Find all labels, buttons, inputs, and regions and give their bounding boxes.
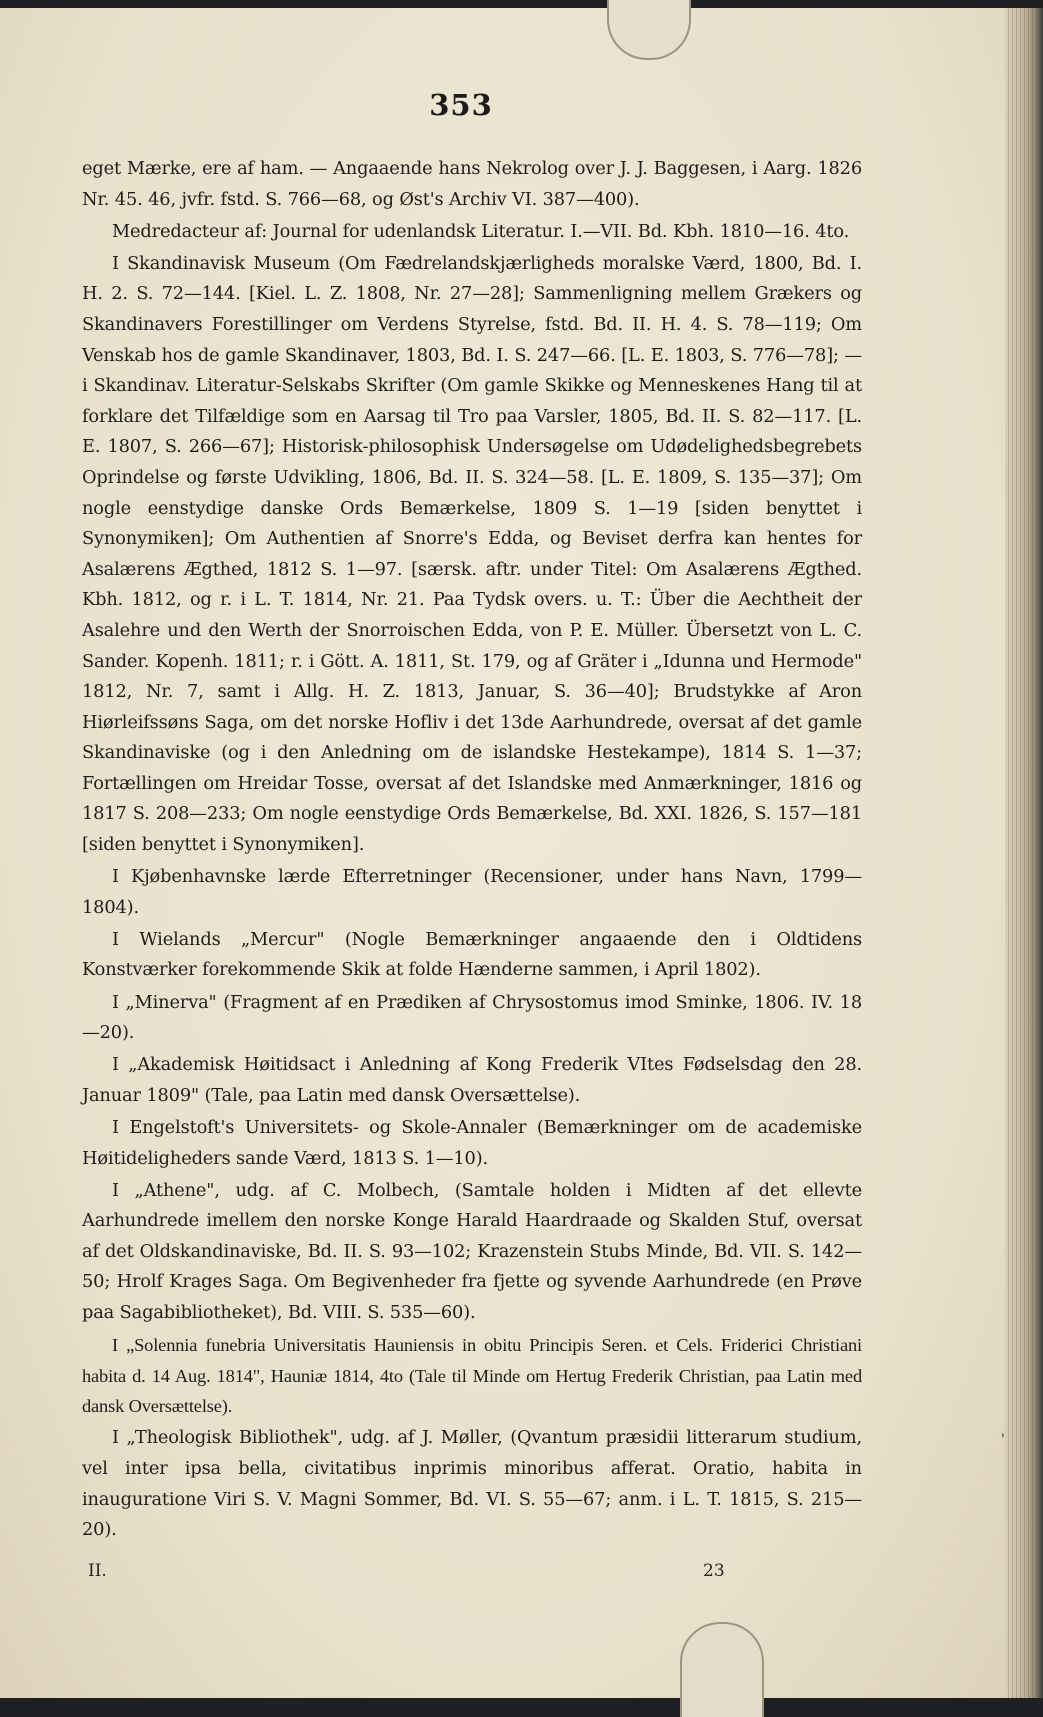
body-text [82, 154, 862, 1547]
paragraph: I Skandinavisk Museum (Om Fædrelandskjærligheds moralske Værd, 1800, Bd. I. H. 2. S. 72—144. [Kiel. L. Z. 1808, Nr. 27—28]; Sammenligning mellem Grækers og Skandinavers Forestillinger om Verdens Styrelse, fstd. Bd. II. H. 4. S. 78—119; Om Venskab hos de gamle Skandinaver, 1803, Bd. I. S. 247—66. [L. E. 1803, S. 776—78]; — i Skandinav. Literatur-Selskabs Skrifter (Om gamle Skikke og Menneskenes Hang til at forklare det Tilfældige som en Aarsag til Tro paa Varsler, 1805, Bd. II. S. 82—117. [L. E. 1807, S. 266—67]; Historisk-philosophisk Undersøgelse om Udødelighedsbegrebets Oprindelse og første Udvikling, 1806, Bd. II. S. 324—58. [L. E. 1809, S. 135—37]; Om nogle eenstydige danske Ords Bemærkelse, 1809 S. 1—19 [siden benyttet i Synonymiken]; Om Authentien af Snorre's Edda, og Beviset derfra kan hentes for Asalærens Ægthed, 1812 S. 1—97. [særsk. aftr. under Titel: Om Asalærens Ægthed. Kbh. 1812, og r. i L. T. 1814, Nr. 21. Paa Tydsk overs. u. T.: Über die Aechtheit der Asalehre und den Werth der Snorroischen Edda, von P. E. Müller. Übersetzt von L. C. Sander. Kopenh. 1811; r. i Gött. A. 1811, St. 179, og af Gräter i „Idunna und Hermode" 1812, Nr. 7, samt i Allg. H. Z. 1813, Januar, S. 36—40]; Brudstykke af Aron Hiørleifssøns Saga, om det norske Hofliv i det 13de Aarhundrede, oversat af det gamle Skandinaviske (og i den Anledning om de islandske Hestekampe), 1814 S. 1—37; Fortællingen om Hreidar Tosse, oversat af det Islandske med Anmærkninger, 1816 og 1817 S. 208—233; Om nogle eenstydige Ords Bemærkelse, Bd. XXI. 1826, S. 157—181 [siden benyttet i Synonymiken]. [82, 252, 862, 856]
paragraph: I „Akademisk Høitidsact i Anledning af Kong Frederik VItes Fødselsdag den 28. Januar 1809" (Tale, paa Latin med dansk Oversættelse). [82, 1054, 862, 1106]
signature-right: 23 [703, 1561, 725, 1581]
paragraph: I „Solennia funebria Universitatis Hauniensis in obitu Principis Seren. et Cels. Friderici Christiani habita d. 14 Aug. 1814", Hauniæ 1814, 4to (Tale til Minde om Hertug Frederik Christian, paa Latin med dansk Oversættelse). [82, 1335, 862, 1417]
paragraph: I „Athene", udg. af C. Molbech, (Samtale holden i Midten af det ellevte Aarhundrede imellem den norske Konge Harald Haardraade og Skalden Stuf, oversat af det Oldskandinaviske, Bd. II. S. 93—102; Krazenstein Stubs Minde, Bd. VII. S. 142—50; Hrolf Krages Saga. Om Begivenheder fra fjette og syvende Aarhundrede (en Prøve paa Sagabibliotheket), Bd. VIII. S. 535—60). [82, 1179, 862, 1323]
paragraph: I Kjøbenhavnske lærde Efterretninger (Recensioner, under hans Navn, 1799—1804). [82, 866, 862, 918]
paragraph: eget Mærke, ere af ham. — Angaaende hans Nekrolog over J. J. Baggesen, i Aarg. 1826 Nr. 45. 46, jvfr. fstd. S. 766—68, og Øst's Archiv VI. 387—400). [82, 158, 862, 210]
page-stack-lines [1008, 8, 1038, 1698]
signature-left: II. [88, 1561, 107, 1581]
paragraph: I Engelstoft's Universitets- og Skole-Annaler (Bemærkninger om de academiske Høitideligheders sande Værd, 1813 S. 1—10). [82, 1116, 862, 1169]
bottom-clip [680, 1622, 764, 1717]
paragraph: I Wielands „Mercur" (Nogle Bemærkninger angaaende den i Oldtidens Konstværker forekommende Skik at folde Hænderne sammen, i April 1802). [82, 928, 862, 981]
margin-mark: ' [1001, 1432, 1005, 1448]
paragraph: Medredacteur af: Journal for udenlandsk Literatur. I.—VII. Bd. Kbh. 1810—16. 4to. [112, 220, 850, 242]
paragraph: I „Theologisk Bibliothek", udg. af J. Møller, (Qvantum præsidii litterarum studium, vel inter ipsa bella, civitatibus inprimis minoribus afferat. Oratio, habita in inauguratione Viri S. V. Magni Sommer, Bd. VI. S. 55—67; anm. i L. T. 1815, S. 215—20). [82, 1427, 862, 1541]
paragraph: I „Minerva" (Fragment af en Prædiken af Chrysostomus imod Sminke, 1806. IV. 18—20). [82, 991, 862, 1044]
page-number: 353 [429, 88, 493, 122]
